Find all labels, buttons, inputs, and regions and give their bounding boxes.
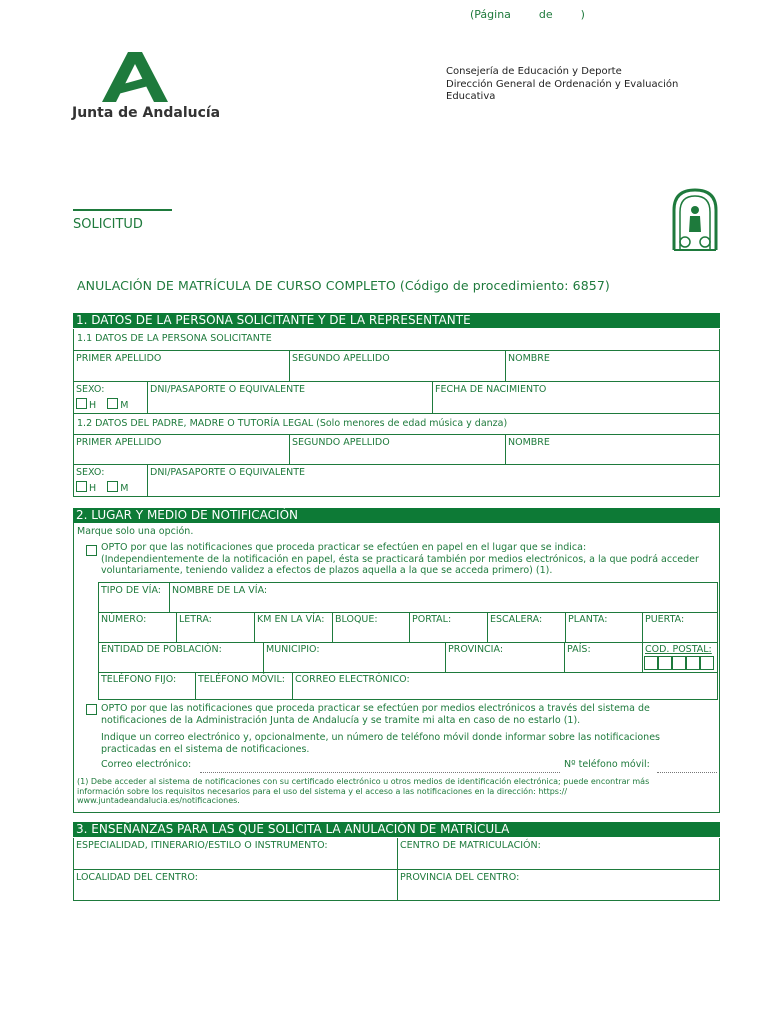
address-row-4 xyxy=(99,672,717,700)
cod-postal-label: COD. POSTAL: xyxy=(645,644,712,655)
opt-electronico-line-4: practicadas en el sistema de notificaciones. xyxy=(101,743,310,755)
tutor-nombre-label: NOMBRE xyxy=(508,437,550,448)
tutor-dni-label: DNI/PASAPORTE O EQUIVALENTE xyxy=(150,467,306,478)
opt-papel-line-3: voluntariamente, teniendo validez a efectos de plazos aquella a la que se acceda primero) (1). xyxy=(101,565,553,576)
s1-sub2-row xyxy=(73,414,720,435)
tel-fijo-label: TELÉFONO FIJO: xyxy=(101,674,177,685)
tutor-segundo-apellido-field[interactable] xyxy=(289,435,506,464)
opt-electronico-checkbox[interactable] xyxy=(86,704,97,715)
bloque-field[interactable] xyxy=(332,612,378,642)
segundo-apellido-label: SEGUNDO APELLIDO xyxy=(292,353,390,364)
cod-postal-digit[interactable] xyxy=(658,656,672,670)
tutor-nombre-field[interactable] xyxy=(505,435,719,464)
letra-field[interactable] xyxy=(176,612,212,642)
s1-sub1-row xyxy=(73,329,720,351)
s1-tutor-sexo-row[interactable] xyxy=(73,465,720,497)
s3-row-1[interactable] xyxy=(73,838,720,870)
provincia-centro-field[interactable] xyxy=(397,870,719,900)
opt-electronico-line-1: OPTO por que las notificaciones que proceda practicar se efectúen por medios electrónicos a través del sistema de xyxy=(101,703,650,714)
tutor-sexo-label: SEXO: xyxy=(76,467,105,478)
provincia-label: PROVINCIA: xyxy=(448,644,504,655)
puerta-label: PUERTA: xyxy=(645,614,685,625)
entidad-label: ENTIDAD DE POBLACIÓN: xyxy=(101,644,222,655)
dni-field[interactable] xyxy=(147,382,433,413)
sexo-options xyxy=(76,398,128,411)
footnote-line-2: información sobre los requisitos necesarios para el uso del sistema y el acceso a las notificaciones en la dirección: https:// xyxy=(77,786,568,796)
letra-label: LETRA: xyxy=(179,614,212,625)
pais-label: PAÍS: xyxy=(567,644,591,655)
address-grid xyxy=(98,582,718,700)
tutor-sexo-h-label: H xyxy=(89,483,97,494)
section-2-header: 2. LUGAR Y MEDIO DE NOTIFICACIÓN xyxy=(73,508,720,523)
segundo-apellido-field[interactable] xyxy=(289,351,506,381)
planta-label: PLANTA: xyxy=(568,614,608,625)
provincia-field[interactable] xyxy=(445,642,504,672)
tipo-via-label: TIPO DE VÍA: xyxy=(101,585,162,596)
tutor-sexo-m-checkbox[interactable] xyxy=(107,481,118,492)
portal-field[interactable] xyxy=(409,612,452,642)
footnote xyxy=(77,777,717,806)
opt-papel-checkbox[interactable] xyxy=(86,545,97,556)
sexo-m-label: M xyxy=(120,400,129,411)
especialidad-label: ESPECIALIDAD, ITINERARIO/ESTILO O INSTRUMENTO: xyxy=(76,840,328,851)
fecha-nacimiento-label: FECHA DE NACIMIENTO xyxy=(435,384,547,395)
tutor-sexo-options xyxy=(76,481,128,494)
pais-field[interactable] xyxy=(564,642,591,672)
escalera-field[interactable] xyxy=(487,612,543,642)
municipio-label: MUNICIPIO: xyxy=(266,644,320,655)
tutor-dni-field[interactable] xyxy=(147,465,719,496)
footnote-line-1: (1) Debe acceder al sistema de notificaciones con su certificado electrónico u otros medios de identificación electrónica; puede encontrar más xyxy=(77,777,650,786)
movil-input[interactable] xyxy=(657,772,717,773)
header-line-3: Educativa xyxy=(446,91,496,102)
opt-electronico-line-2: notificaciones de la Administración Junta de Andalucía y se tramite mi alta en caso de no estarlo (1). xyxy=(101,714,581,726)
opt-electronico-line-3: Indique un correo electrónico y, opcionalmente, un número de teléfono móvil donde informar sobre las notificaciones xyxy=(101,732,661,743)
logo-text: Junta de Andalucía xyxy=(72,105,221,121)
correo-electronico-label: Correo electrónico: xyxy=(101,759,192,770)
form-title: ANULACIÓN DE MATRÍCULA DE CURSO COMPLETO (Código de procedimiento: 6857) xyxy=(77,278,610,293)
s1-names-row[interactable] xyxy=(73,351,720,382)
portal-label: PORTAL: xyxy=(412,614,452,625)
localidad-label: LOCALIDAD DEL CENTRO: xyxy=(76,872,198,883)
sexo-h-label: H xyxy=(89,400,97,411)
seal-icon xyxy=(670,186,720,252)
sexo-m-checkbox[interactable] xyxy=(107,398,118,409)
km-field[interactable] xyxy=(254,612,325,642)
section-3-header: 3. ENSEÑANZAS PARA LAS QUE SOLICITA LA ANULACIÓN DE MATRÍCULA xyxy=(73,822,720,837)
cod-postal-field[interactable] xyxy=(642,642,717,672)
correo-electronico-input[interactable] xyxy=(200,772,560,773)
page-number-label: (Página de ) xyxy=(470,8,585,21)
tutor-sexo-h-checkbox[interactable] xyxy=(76,481,87,492)
cod-postal-digit[interactable] xyxy=(644,656,658,670)
s1-sub2-label: 1.2 DATOS DEL PADRE, MADRE O TUTORÍA LEGAL (Solo menores de edad música y danza) xyxy=(77,418,508,429)
cod-postal-boxes xyxy=(644,656,716,670)
municipio-field[interactable] xyxy=(263,642,320,672)
numero-label: NÚMERO: xyxy=(101,614,147,625)
sexo-h-checkbox[interactable] xyxy=(76,398,87,409)
s1-sub1-label: 1.1 DATOS DE LA PERSONA SOLICITANTE xyxy=(77,333,272,344)
escalera-label: ESCALERA: xyxy=(490,614,543,625)
cod-postal-digit[interactable] xyxy=(672,656,686,670)
junta-logo-icon xyxy=(72,50,207,105)
correo-label: CORREO ELECTRÓNICO: xyxy=(295,674,410,685)
movil-label: Nº teléfono móvil: xyxy=(564,759,650,770)
tel-movil-label: TELÉFONO MÓVIL: xyxy=(198,674,285,685)
sexo-label: SEXO: xyxy=(76,384,105,395)
provincia-centro-label: PROVINCIA DEL CENTRO: xyxy=(400,872,520,883)
dni-label: DNI/PASAPORTE O EQUIVALENTE xyxy=(150,384,306,395)
nombre-via-label: NOMBRE DE LA VÍA: xyxy=(172,585,268,596)
opt-electronico-text xyxy=(101,703,717,755)
solicitud-rule xyxy=(73,209,172,211)
s3-row-2[interactable] xyxy=(73,870,720,901)
address-row-3 xyxy=(99,642,717,673)
opt-papel-line-1: OPTO por que las notificaciones que proceda practicar se efectúen en papel en el lugar que se indica: xyxy=(101,542,587,553)
correo-field[interactable] xyxy=(292,672,410,700)
header-line-2: Dirección General de Ordenación y Evaluación xyxy=(446,78,679,90)
planta-field[interactable] xyxy=(565,612,608,642)
junta-logo xyxy=(72,50,221,125)
header-line-1: Consejería de Educación y Deporte xyxy=(446,66,622,77)
opt-papel-line-2: (Independientemente de la notificación en papel, ésta se practicará también por medios electrónicos, a la que podrá acceder xyxy=(101,553,699,565)
section-2-body xyxy=(73,523,720,813)
nombre-field[interactable] xyxy=(505,351,719,381)
tutor-segundo-apellido-label: SEGUNDO APELLIDO xyxy=(292,437,390,448)
puerta-field[interactable] xyxy=(642,612,685,642)
tutor-primer-apellido-label: PRIMER APELLIDO xyxy=(76,437,162,448)
s1-sexo-row[interactable] xyxy=(73,382,720,414)
km-label: KM EN LA VÍA: xyxy=(257,614,325,625)
nombre-via-field[interactable] xyxy=(169,583,717,612)
centro-field[interactable] xyxy=(397,838,719,869)
tutor-sexo-m-label: M xyxy=(120,483,129,494)
address-row-2 xyxy=(99,612,717,643)
footnote-line-3: www.juntadeandalucia.es/notificaciones. xyxy=(77,796,240,805)
primer-apellido-label: PRIMER APELLIDO xyxy=(76,353,162,364)
cod-postal-digit[interactable] xyxy=(700,656,714,670)
header-block xyxy=(446,66,678,104)
tel-movil-field[interactable] xyxy=(195,672,285,700)
address-row-1 xyxy=(99,583,717,613)
andalucia-seal xyxy=(670,186,720,252)
marque-label: Marque solo una opción. xyxy=(77,526,194,537)
section-1-header: 1. DATOS DE LA PERSONA SOLICITANTE Y DE LA REPRESENTANTE xyxy=(73,313,720,328)
bloque-label: BLOQUE: xyxy=(335,614,378,625)
opt-papel-text xyxy=(101,542,699,577)
cod-postal-digit[interactable] xyxy=(686,656,700,670)
fecha-nacimiento-field[interactable] xyxy=(432,382,719,413)
s1-tutor-names-row[interactable] xyxy=(73,435,720,465)
centro-label: CENTRO DE MATRICULACIÓN: xyxy=(400,840,541,851)
nombre-label: NOMBRE xyxy=(508,353,550,364)
doc-type: SOLICITUD xyxy=(73,217,143,232)
